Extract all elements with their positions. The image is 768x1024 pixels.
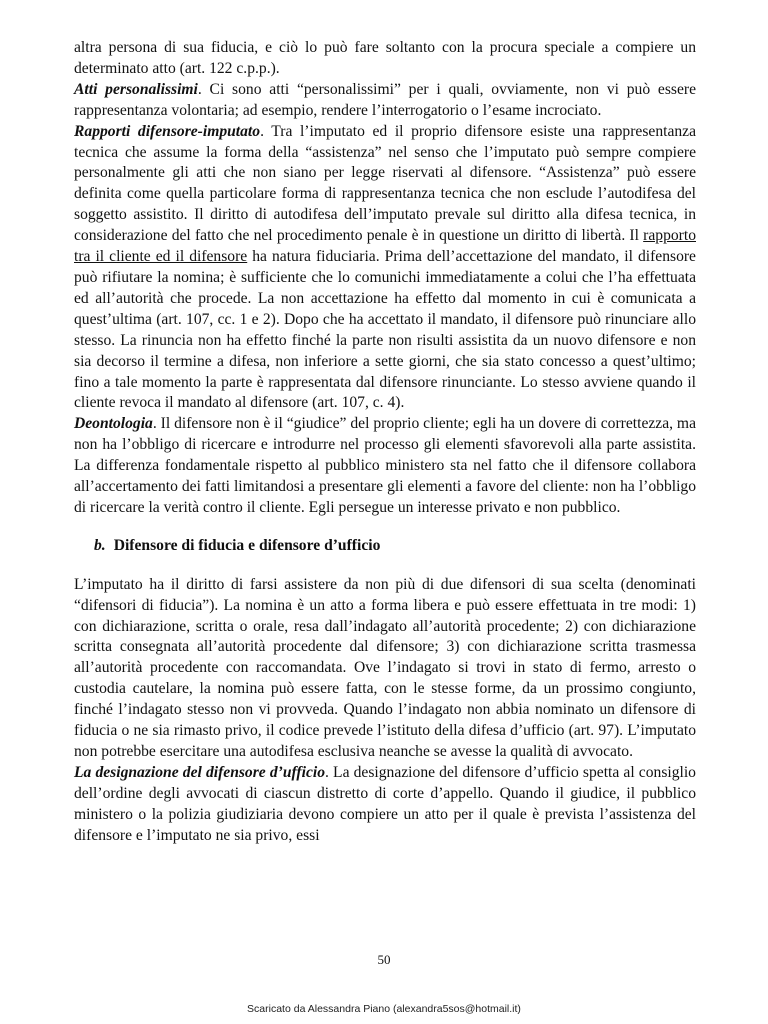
paragraph-lead: Atti personalissimi xyxy=(74,80,198,98)
paragraph-difensori-fiducia xyxy=(74,575,696,763)
paragraph-designazione xyxy=(74,763,696,847)
paragraph-procura xyxy=(74,38,696,80)
underlined-phrase: rapporto tra il cliente ed il difensore xyxy=(74,227,696,266)
paragraph-text: . La designazione del difensore d’ufficio spetta al consiglio dell’ordine degli avvocati di ciascun distretto di corte d’appello. Quando il giudice, il pubblico ministero o la polizia giudiziaria devono compiere un atto per il quale è prevista l’assistenza del difensore e l’imputato ne sia privo, essi xyxy=(74,763,696,844)
paragraph-text: . Tra l’imputato ed il proprio difensore esiste una rappresentanza tecnica che assume la forma della “assistenza” nel senso che l’imputato può sempre compiere personalmente gli atti che non siano per legge riservati al difensore. “Assistenza” può essere definita come quella particolare forma di rappresentanza tecnica che non esclude l’autodifesa del soggetto assistito. Il diritto di autodifesa dell’imputato prevale sul diritto alla difesa tecnica, in considerazione del fatto che nel procedimento penale è in questione un diritto di libertà. Il xyxy=(74,122,697,245)
paragraph-atti-personalissimi xyxy=(74,80,696,122)
paragraph-text: ha natura fiduciaria. Prima dell’accettazione del mandato, il difensore può rifiutare la nomina; è sufficiente che lo comunichi immediatamente a colui che l’ha effettuata ed all’autorità che procede. La non accettazione ha effetto dal momento in cui è comunicata a quest’ultima (art. 107, cc. 1 e 2). Dopo che ha accettato il mandato, il difensore può rinunciare allo stesso. La rinuncia non ha effetto finché la parte non risulti assistita da un nuovo difensore e non sia decorso il termine a difesa, non inferiore a sette giorni, che sia stato concesso a quest’ultimo; fino a tale momento la parte è rappresentata dal difensore rinunciante. Lo stesso avviene quando il cliente revoca il mandato al difensore (art. 107, c. 4). xyxy=(74,248,696,412)
section-title: Difensore di fiducia e difensore d’ufficio xyxy=(113,536,381,554)
paragraph-lead: La designazione del difensore d’ufficio xyxy=(74,763,326,781)
body-text xyxy=(74,38,696,847)
paragraph-deontologia xyxy=(74,414,696,519)
paragraph-text: L’imputato ha il diritto di farsi assistere da non più di due difensori di sua scelta (denominati “difensori di fiducia”). La nomina è un atto a forma libera e può essere effettuata in tre modi: 1) con dichiarazione, scritta o orale, resa dall’indagato all’autorità procedente; 2) con dichiarazione scritta consegnata all’autorità procedente dal difensore; 3) con dichiarazione scritta trasmessa all’autorità procedente con raccomandata. Ove l’indagato si trovi in stato di fermo, arresto o custodia cautelare, la nomina può essere fatta, con le stesse forme, da un prossimo congiunto, finché l’indagato stesso non vi provveda. Quando l’indagato non abbia nominato un difensore di fiducia o ne sia rimasto privo, il codice prevede l’istituto della difesa d’ufficio (art. 97). L’imputato non potrebbe esercitare una autodifesa esclusiva neanche se avesse la qualità di avvocato. xyxy=(74,575,696,760)
paragraph-rapporti xyxy=(74,122,696,415)
paragraph-lead: Deontologia xyxy=(74,415,153,433)
section-letter: b. xyxy=(94,536,106,554)
download-footer: Scaricato da Alessandra Piano (alexandra5sos@hotmail.it) xyxy=(247,1003,521,1015)
paragraph-text: altra persona di sua fiducia, e ciò lo può fare soltanto con la procura speciale a compiere un determinato atto (art. 122 c.p.p.). xyxy=(74,39,696,77)
page-number: 50 xyxy=(377,952,391,967)
section-heading xyxy=(94,536,696,557)
paragraph-text: . Il difensore non è il “giudice” del proprio cliente; egli ha un dovere di correttezza, ma non ha l’obbligo di ricercare e introdurre nel processo gli elementi sfavorevoli alla parte assistita. La differenza fondamentale rispetto al pubblico ministero sta nel fatto che il difensore collabora all’accertamento dei fatti limitandosi a presentare gli elementi a favore del cliente: non ha l’obbligo di ricercare la verità contro il cliente. Egli persegue un interesse privato e non pubblico. xyxy=(74,415,696,516)
paragraph-lead: Rapporti difensore-imputato xyxy=(74,122,261,140)
paragraph-text: . Ci sono atti “personalissimi” per i quali, ovviamente, non vi può essere rappresentanza volontaria; ad esempio, rendere l’interrogatorio o l’esame incrociato. xyxy=(74,80,696,119)
